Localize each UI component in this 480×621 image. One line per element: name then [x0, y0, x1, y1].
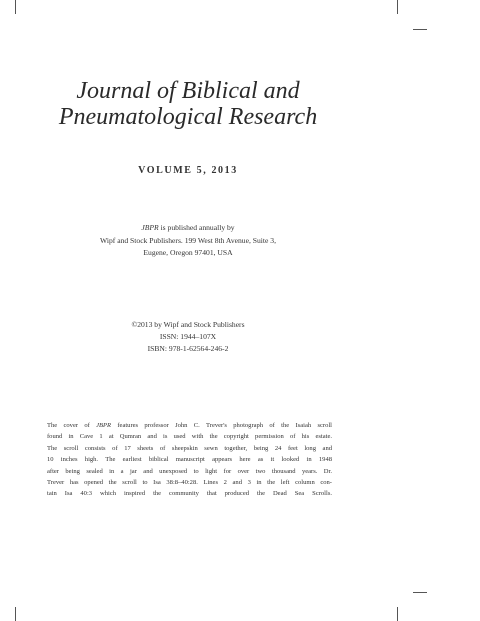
crop-mark-right-top [413, 29, 427, 30]
journal-title-line-1: Journal of Biblical and [76, 78, 300, 104]
crop-mark-right-bottom [413, 592, 427, 593]
cover-note-line-2: found in Cave 1 at Qumran and is used with the copyright permission of his estate. [47, 433, 332, 441]
publication-line-1-text: is published annually by [158, 223, 235, 232]
cover-note-line-4: 10 inches high. The earliest biblical manuscript appears here as it looked in 1948 [47, 456, 332, 464]
journal-abbreviation: JBPR [141, 223, 159, 232]
copyright-line: ©2013 by Wipf and Stock Publishers [131, 320, 245, 329]
isbn-line: ISBN: 978-1-62564-246-2 [147, 344, 229, 353]
cover-note-line-1-pre: The cover of [47, 422, 97, 429]
publisher-address-line: Wipf and Stock Publishers. 199 West 8th Avenue, Suite 3, [100, 235, 276, 245]
cover-note-journal-abbreviation: JBPR [96, 422, 112, 429]
cover-note-line-7: tain Isa 40:3 which inspired the community that produced the Dead Sea Scrolls. [47, 490, 332, 498]
cover-note-line-1 [47, 420, 332, 431]
journal-title [0, 78, 376, 130]
crop-mark-top-right [397, 0, 398, 14]
crop-mark-bottom-right [397, 607, 398, 621]
crop-mark-bottom-left [15, 607, 16, 621]
publication-info [0, 222, 376, 260]
cover-note-line-6: Trever has opened the scroll to Isa 38:8–40:28. Lines 2 and 3 in the left column con- [47, 479, 332, 487]
crop-mark-top-left [15, 0, 16, 14]
volume-heading: VOLUME 5, 2013 [138, 165, 238, 176]
copyright-block [0, 319, 376, 355]
issn-line: ISSN: 1944–107X [159, 332, 217, 341]
cover-note-line-5: after being sealed in a jar and unexposed to light for over two thousand years. Dr. [47, 467, 332, 475]
publisher-city-line: Eugene, Oregon 97401, USA [143, 248, 233, 257]
cover-note-line-3: The scroll consists of 17 sheets of sheepskin sewn together, being 24 feet long and [47, 444, 332, 452]
cover-note-line-1-post: features professor John C. Trever's photograph of the Isaiah scroll [111, 422, 332, 429]
cover-description [47, 420, 332, 500]
publication-line-1 [0, 222, 376, 235]
journal-title-line-2: Pneumatological Research [58, 104, 318, 130]
